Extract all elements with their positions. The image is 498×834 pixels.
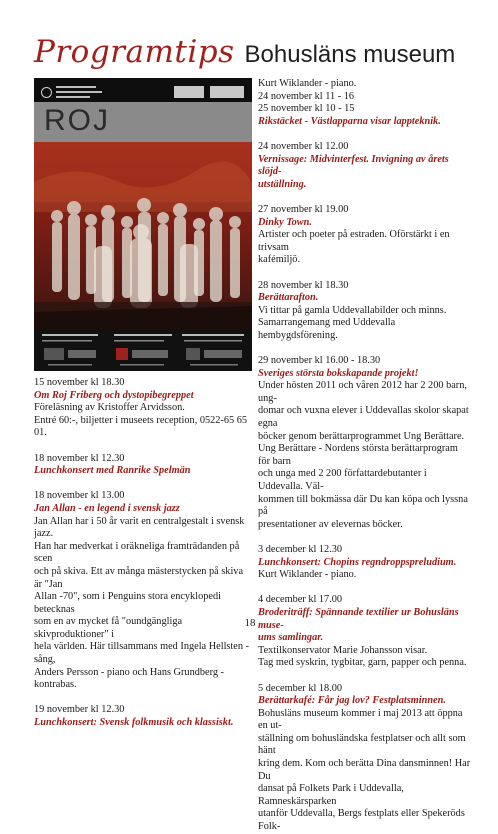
spacer xyxy=(258,582,472,595)
poster-info-band xyxy=(34,330,252,371)
event-text-line: hela världen. Här tillsammans med Ingela Hellsten - sång, xyxy=(34,641,250,666)
event-text-line: Tag med syskrin, tygbitar, garn, papper och penna. xyxy=(258,657,467,669)
event-text-line: Artister och poeter på estraden. Oförstärkt i en trivsam xyxy=(258,229,450,253)
event-text-line: 3 december kl 12.30 xyxy=(258,543,343,555)
event-title-line: ums samlingar. xyxy=(258,632,324,644)
spacer xyxy=(258,342,472,355)
event-title-line: Dinky Town. xyxy=(258,216,312,228)
spacer xyxy=(258,128,472,141)
event-text-line: dansat på Folkets Park i Uddevalla, Ramneskärsparken xyxy=(258,783,404,807)
event-text-line: 29 november kl 16.00 - 18.30 xyxy=(258,355,381,367)
event-text-line: Entré 60:-, biljetter i museets reception, 0522-65 65 01. xyxy=(34,414,248,439)
event-title-line: Broderiträff: Spännande textilier ur Bohusläns muse- xyxy=(258,606,459,631)
event-title-line: Lunchkonsert: Chopins regndroppspreludium. xyxy=(258,556,457,568)
spacer xyxy=(258,670,472,683)
event-text-line: Bohusläns museum kommer i maj 2013 att öppna en ut- xyxy=(258,707,463,732)
right-column-events xyxy=(258,78,472,834)
event-text-line: 18 november kl 12.30 xyxy=(34,452,125,464)
event-text-line: böcker genom berättarprogrammet Ung Berättare. xyxy=(258,430,465,442)
event-text-line: 5 december kl 18.00 xyxy=(258,682,343,694)
event-text-line: kommen till bokmässa där Du kan köpa och lyssna på xyxy=(258,493,468,518)
event-text-line: Anders Persson - piano och Hans Grundberg - kontrabas. xyxy=(34,666,224,691)
event-title-line: Rikstäcket - Västlapparna visar lappteknik. xyxy=(258,115,441,127)
event-text-line: 19 november kl 12.30 xyxy=(34,704,125,716)
event-title-line: Sveriges största bokskapande projekt! xyxy=(258,367,419,379)
event-title-line: Lunchkonsert: Svensk folkmusik och klassiskt. xyxy=(34,717,234,729)
event-title-line: Berättarafton. xyxy=(258,292,319,304)
event-text-line: 18 november kl 13.00 xyxy=(34,490,125,502)
page-number: 18 xyxy=(244,617,256,629)
event-title-line: Lunchkonsert med Ranrike Spelmän xyxy=(34,465,191,477)
event-text-line: Han har medverkat i oräkneliga framträdanden på scen xyxy=(34,540,240,565)
page-header xyxy=(34,34,474,74)
event-text-line: som en av mycket få "oundgängliga skivproduktioner" i xyxy=(34,616,183,640)
event-text-line: ställning om bohusländska festplatser och allt som hänt xyxy=(258,732,466,757)
event-text-line: 25 november kl 10 - 15 xyxy=(258,103,355,115)
event-text-line: 28 november kl 18.30 xyxy=(258,279,349,291)
event-text-line: Vi tittar på gamla Uddevallabilder och minns. xyxy=(258,304,447,316)
left-column-events xyxy=(34,377,252,730)
poster-painting xyxy=(34,142,252,330)
event-title-line: Vernissage: Midvinterfest. Invigning av årets slöjd- xyxy=(258,153,449,178)
event-text-line: Jan Allan har i 50 år varit en centralgestalt i svensk jazz. xyxy=(34,515,245,540)
event-text-line: 15 november kl 18.30 xyxy=(34,377,125,388)
event-text-line: kafémiljö. xyxy=(258,254,301,266)
event-text-line: Under hösten 2011 och våren 2012 har 2 200 barn, ung- xyxy=(258,380,467,404)
section-title: Programtips xyxy=(34,34,235,70)
event-text-line: Kurt Wiklander - piano. xyxy=(258,78,357,89)
spacer xyxy=(34,478,252,491)
event-text-line: och unga med 2 200 författardebutanter i Uddevalla. Väl- xyxy=(258,468,427,492)
museum-name: Bohusläns museum xyxy=(244,41,456,68)
event-text-line: Ung Berättare - Nordens största berättarprogram för barn xyxy=(258,443,458,467)
event-text-line: Kurt Wiklander - piano. xyxy=(258,569,357,581)
event-text-line: 4 december kl 17.00 xyxy=(258,594,343,606)
poster-logo-left xyxy=(41,84,103,102)
event-text-line: 27 november kl 19.00 xyxy=(258,203,349,215)
spacer xyxy=(34,440,252,453)
poster-title-band xyxy=(34,102,252,142)
event-text-line: och på skiva. Ett av många mästerstycken på skiva är "Jan xyxy=(34,565,244,590)
poster-logo-right xyxy=(174,86,244,100)
event-text-line: kring dem. Kom och berätta Dina dansminnen! Har Du xyxy=(258,758,471,782)
spacer xyxy=(258,191,472,204)
spacer xyxy=(34,692,252,705)
poster-artist-name: ROJ xyxy=(44,104,110,137)
event-title-line: Berättarkafé: Får jag lov? Festplatsminnen. xyxy=(258,695,446,707)
event-title-line: utställning. xyxy=(258,178,307,190)
event-text-line: presentationer av elevernas böcker. xyxy=(258,518,403,530)
event-text-line: Allan -70", som i Penguins stora encyklopedi betecknas xyxy=(34,591,221,615)
event-text-line: domar och vuxna elever i Uddevallas skolor skapat egna xyxy=(258,405,469,430)
exhibition-poster xyxy=(34,78,252,371)
event-title-line: Om Roj Friberg och dystopibegreppet xyxy=(34,389,194,401)
event-text-line: Textilkonservator Marie Johansson visar. xyxy=(258,644,428,656)
event-text-line: 24 november kl 11 - 16 xyxy=(258,90,354,102)
event-text-line: Samarrangemang med Uddevalla hembygdsförening. xyxy=(258,317,396,341)
event-text-line: Föreläsning av Kristoffer Arvidsson. xyxy=(34,402,185,414)
spacer xyxy=(258,267,472,280)
event-title-line: Jan Allan - en legend i svensk jazz xyxy=(34,502,180,514)
event-text-line: 24 november kl 12.00 xyxy=(258,140,349,152)
spacer xyxy=(258,531,472,544)
event-text-line: utanför Uddevalla, Bergs festplats eller Spekeröds Folk- xyxy=(258,808,465,833)
